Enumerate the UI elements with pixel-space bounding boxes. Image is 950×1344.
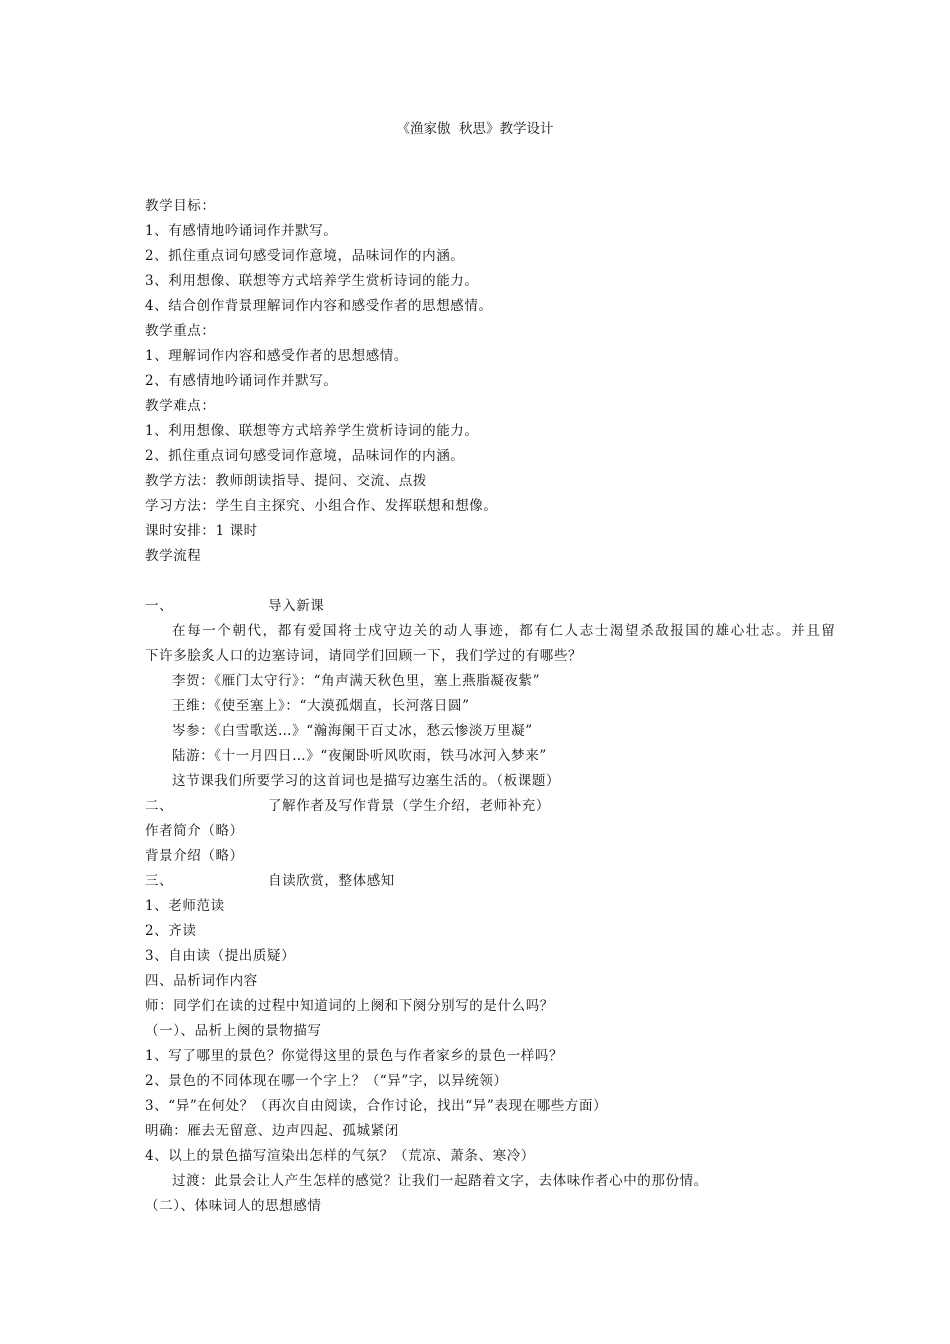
text-line: 教学难点： (145, 398, 216, 414)
section-heading (145, 796, 805, 816)
section-number: 二、 (145, 798, 174, 814)
text-line: 在每一个朝代，都有爱国将士戍守边关的动人事迹，都有仁人志士渴望杀敌报国的雄心壮志。并且留 (172, 623, 837, 639)
text-line: 教学目标： (145, 198, 216, 214)
text-line: 1、利用想像、联想等方式培养学生赏析诗词的能力。 (145, 423, 479, 439)
text-line: 师：同学们在读的过程中知道词的上阕和下阕分别写的是什么吗？ (145, 998, 554, 1014)
text-line: 作者简介（略） (145, 823, 244, 839)
text-line: 1、理解词作内容和感受作者的思想感情。 (145, 348, 408, 364)
text-line: 教学重点： (145, 323, 216, 339)
text-line: 四、品析词作内容 (145, 973, 258, 989)
text-line: 下许多脍炙人口的边塞诗词，请同学们回顾一下，我们学过的有哪些？ (145, 648, 583, 664)
text-line: （一）、品析上阕的景物描写 (145, 1023, 322, 1039)
text-line: 3、利用想像、联想等方式培养学生赏析诗词的能力。 (145, 273, 479, 289)
text-line: （二）、体味词人的思想感情 (145, 1198, 322, 1214)
text-line: 明确：雁去无留意、边声四起、孤城紧闭 (145, 1123, 399, 1139)
text-line: 陆游：《十一月四日…》“夜阑卧听风吹雨，铁马冰河入梦来” (172, 748, 547, 764)
text-line: 2、齐读 (145, 923, 197, 939)
text-line: 王维：《使至塞上》：“大漠孤烟直，长河落日圆” (172, 698, 470, 714)
text-line: 教学方法：教师朗读指导、提问、交流、点拨 (145, 473, 427, 489)
text-line: 2、景色的不同体现在哪一个字上？（“异”字，以异统领） (145, 1073, 508, 1089)
text-line: 3、自由读（提出质疑） (145, 948, 296, 964)
section-title: 自读欣赏，整体感知 (268, 873, 395, 889)
text-line: 过渡：此景会让人产生怎样的感觉？让我们一起踏着文字，去体味作者心中的那份情。 (172, 1173, 708, 1189)
text-line: 背景介绍（略） (145, 848, 244, 864)
text-line: 这节课我们所要学习的这首词也是描写边塞生活的。（板课题） (172, 773, 561, 789)
section-title: 导入新课 (268, 598, 325, 614)
text-line: 1、有感情地吟诵词作并默写。 (145, 223, 338, 239)
text-line: 学习方法：学生自主探究、小组合作、发挥联想和想像。 (145, 498, 498, 514)
text-line: 2、抓住重点词句感受词作意境，品味词作的内涵。 (145, 448, 465, 464)
text-line: 李贺：《雁门太守行》：“角声满天秋色里，塞上燕脂凝夜紫” (172, 673, 541, 689)
text-line: 2、有感情地吟诵词作并默写。 (145, 373, 338, 389)
text-line: 4、结合创作背景理解词作内容和感受作者的思想感情。 (145, 298, 493, 314)
text-line: 课时安排：1 课时 (145, 523, 258, 539)
section-number: 一、 (145, 598, 174, 614)
section-heading (145, 871, 805, 891)
text-line: 4、以上的景色描写渲染出怎样的气氛？（荒凉、萧条、寒冷） (145, 1148, 535, 1164)
section-number: 三、 (145, 873, 174, 889)
text-line: 3、“异”在何处？（再次自由阅读，合作讨论，找出“异”表现在哪些方面） (145, 1098, 608, 1114)
text-line: 教学流程 (145, 548, 202, 564)
text-line: 岑参：《白雪歌送…》“瀚海阑干百丈冰，愁云惨淡万里凝” (172, 723, 533, 739)
text-line: 2、抓住重点词句感受词作意境，品味词作的内涵。 (145, 248, 465, 264)
text-line: 1、老师范读 (145, 898, 225, 914)
text-line: 1、写了哪里的景色？你觉得这里的景色与作者家乡的景色一样吗？ (145, 1048, 564, 1064)
document-title: 《渔家傲 秋思》教学设计 (396, 121, 554, 137)
section-title: 了解作者及写作背景（学生介绍，老师补充） (268, 798, 550, 814)
section-heading (145, 596, 805, 616)
